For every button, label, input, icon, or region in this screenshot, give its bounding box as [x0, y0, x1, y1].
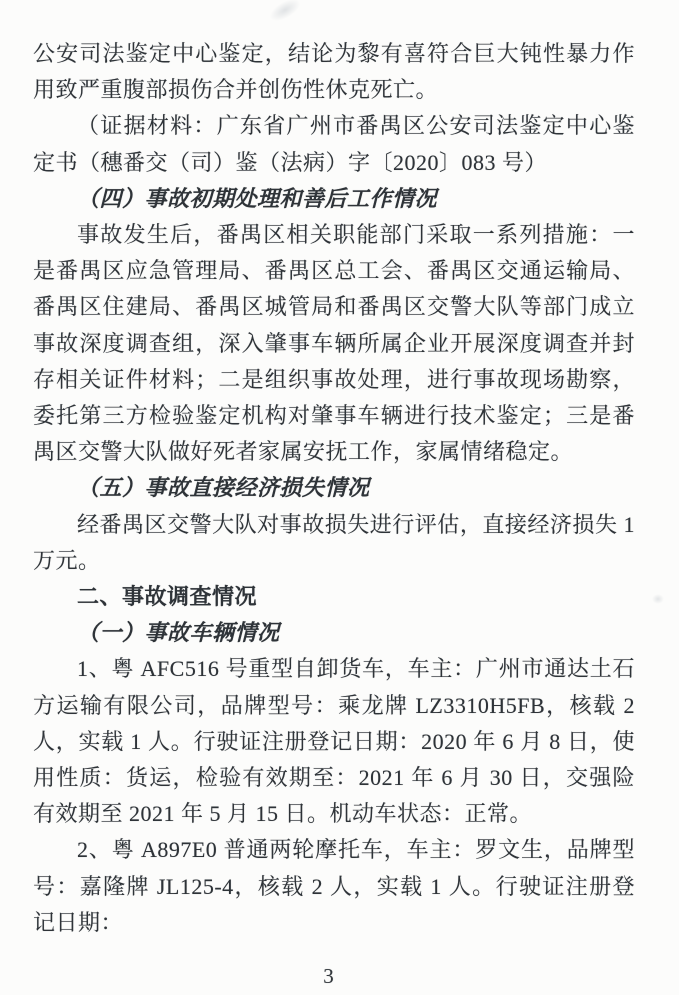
document-body	[33, 36, 635, 941]
heading-section-5: （五）事故直接经济损失情况	[77, 475, 370, 501]
paragraph-vehicle-2: 2、粤 A897E0 普通两轮摩托车，车主：罗文生，品牌型号：嘉隆牌 JL125-4，核载 2 人，实载 1 人。行驶证注册登记日期：	[33, 837, 635, 935]
heading-section-4: （四）事故初期处理和善后工作情况	[77, 185, 438, 211]
paragraph-forensic-conclusion: 公安司法鉴定中心鉴定，结论为黎有喜符合巨大钝性暴力作用致严重腹部损伤合并创伤性休克死亡。	[33, 41, 635, 103]
paragraph-economic-loss: 经番禺区交警大队对事故损失进行评估，直接经济损失 1 万元。	[33, 511, 635, 573]
heading-section-1: （一）事故车辆情况	[77, 620, 280, 646]
paragraph-vehicle-1: 1、粤 AFC516 号重型自卸货车，车主：广州市通达土石方运输有限公司，品牌型号：乘龙牌 LZ3310H5FB，核载 2 人，实载 1 人。行驶证注册登记日期：2020 年 6 月 8 日，使用性质：货运，检验有效期至：2021 年 6 月 30 日，交强险有效期至 2021 年 5 月 15 日。机动车状态：正常。	[33, 656, 635, 827]
page-number: 3	[323, 964, 334, 988]
scan-artifact	[652, 594, 664, 604]
paragraph-evidence-material: （证据材料：广东省广州市番禺区公安司法鉴定中心鉴定书（穗番交（司）鉴（法病）字〔2020〕083 号）	[33, 113, 635, 175]
scan-artifact	[266, 0, 303, 25]
paragraph-initial-handling: 事故发生后，番禺区相关职能部门采取一系列措施：一是番禺区应急管理局、番禺区总工会、番禺区交通运输局、番禺区住建局、番禺区城管局和番禺区交警大队等部门成立事故深度调查组，深入肇事车辆所属企业开展深度调查并封存相关证件材料；二是组织事故处理，进行事故现场勘察，委托第三方检验鉴定机构对肇事车辆进行技术鉴定；三是番禺区交警大队做好死者家属安抚工作，家属情绪稳定。	[33, 222, 635, 465]
heading-chapter-2: 二、事故调查情况	[77, 584, 258, 610]
